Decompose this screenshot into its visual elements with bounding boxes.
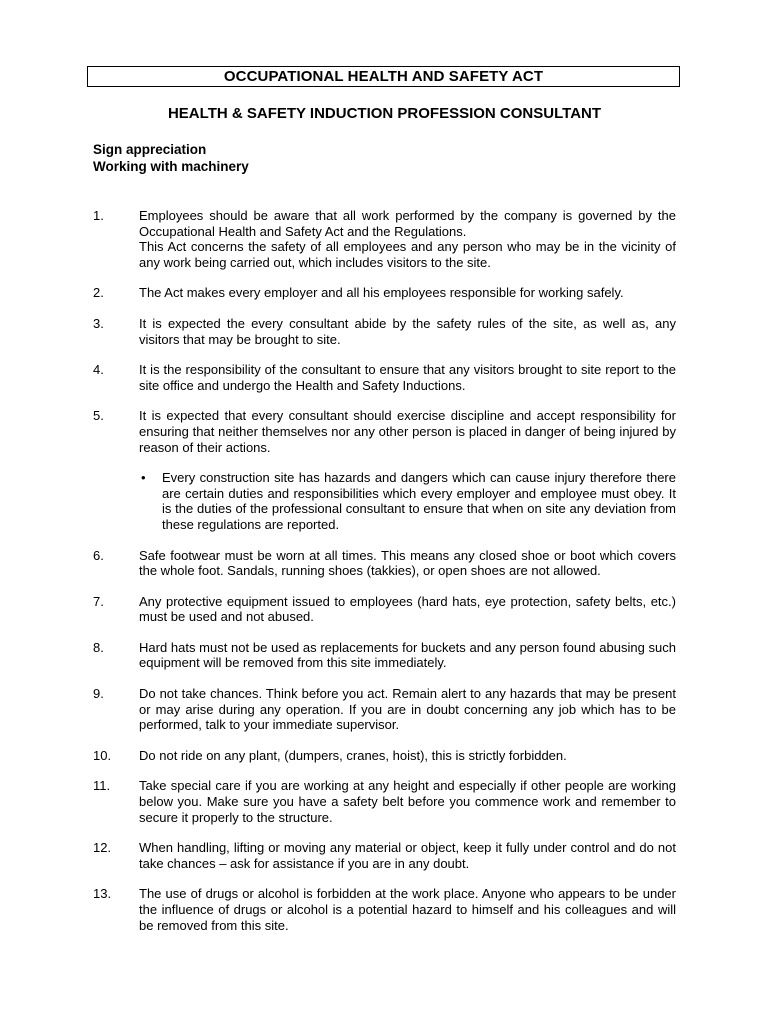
item-paragraph: This Act concerns the safety of all employees and any person who may be in the vicinity of any work being carried out, which includes visitors to the site. <box>139 239 676 270</box>
numbered-list <box>93 208 676 948</box>
item-paragraph: The use of drugs or alcohol is forbidden at the work place. Anyone who appears to be under the influence of drugs or alcohol is a potential hazard to himself and his colleagues and will be removed from this site. <box>139 886 676 933</box>
list-item-13 <box>93 886 676 933</box>
item-paragraph: It is the responsibility of the consultant to ensure that any visitors brought to site report to the site office and undergo the Health and Safety Inductions. <box>139 362 676 393</box>
list-item-7 <box>93 594 676 625</box>
item-body <box>139 640 676 671</box>
item-number: 9. <box>93 686 104 702</box>
item-paragraph: Do not ride on any plant, (dumpers, cranes, hoist), this is strictly forbidden. <box>139 747 567 763</box>
document-title: OCCUPATIONAL HEALTH AND SAFETY ACT <box>87 66 680 87</box>
item-paragraph: Employees should be aware that all work performed by the company is governed by the Occupational Health and Safety Act and the Regulations. <box>139 208 676 239</box>
item-number: 10. <box>93 747 112 763</box>
item-number: 3. <box>93 315 104 331</box>
item-body <box>139 778 676 825</box>
item-body <box>139 285 676 301</box>
item-body <box>139 594 676 625</box>
item-number: 5. <box>93 408 104 424</box>
item-body <box>139 316 676 347</box>
bullet-text: Every construction site has hazards and dangers which can cause injury therefore there are certain duties and responsibilities which every employer and employee must obey. It is the duties of the professional consultant to ensure that when on site any deviation from these regulations are reported. <box>162 470 676 532</box>
item-number: 12. <box>93 840 112 856</box>
item-number: 1. <box>93 208 104 223</box>
list-item-1 <box>93 208 676 270</box>
list-item-6 <box>93 548 676 579</box>
item-body <box>139 362 676 393</box>
list-item-10 <box>93 748 676 764</box>
bullet-point <box>141 470 676 532</box>
item-number: 4. <box>93 362 104 378</box>
document-subtitle: HEALTH & SAFETY INDUCTION PROFESSION CONSULTANT <box>167 105 602 122</box>
item-body <box>139 686 676 733</box>
list-item-4 <box>93 362 676 393</box>
item-number: 13. <box>93 886 112 902</box>
section-heading-sign-appreciation: Sign appreciation <box>93 142 207 157</box>
list-item-12 <box>93 840 676 871</box>
item-body <box>139 208 676 270</box>
item-paragraph: Hard hats must not be used as replacements for buckets and any person found abusing such equipment will be removed from this site immediately. <box>139 639 676 671</box>
list-item-9 <box>93 686 676 733</box>
item-paragraph: It is expected that every consultant should exercise discipline and accept responsibility for ensuring that neither themselves nor any other person is placed in danger of being injured by reason of their actions. <box>139 408 676 455</box>
bullet-icon: • <box>141 470 146 486</box>
item-number: 8. <box>93 639 104 655</box>
item-number: 7. <box>93 593 104 609</box>
item-body <box>139 408 676 532</box>
section-heading-working-with-machinery: Working with machinery <box>93 159 249 174</box>
item-body <box>139 748 676 764</box>
item-paragraph: When handling, lifting or moving any material or object, keep it fully under control and do not take chances – ask for assistance if you are in any doubt. <box>139 840 676 871</box>
item-paragraph: Safe footwear must be worn at all times. This means any closed shoe or boot which covers the whole foot. Sandals, running shoes (takkies), or open shoes are not allowed. <box>139 547 676 579</box>
item-number: 11. <box>93 778 111 794</box>
item-body <box>139 840 676 871</box>
item-body <box>139 886 676 933</box>
item-paragraph: Any protective equipment issued to employees (hard hats, eye protection, safety belts, etc.) must be used and not abused. <box>139 593 676 625</box>
item-number: 2. <box>93 285 104 301</box>
list-item-5 <box>93 408 676 532</box>
item-paragraph: Do not take chances. Think before you act. Remain alert to any hazards that may be present or may arise during any operation. If you are in doubt concerning any job which has to be performed, talk to your immediate supervisor. <box>139 686 676 733</box>
list-item-11 <box>93 778 676 825</box>
list-item-2 <box>93 285 676 301</box>
item-paragraph: It is expected the every consultant abide by the safety rules of the site, as well as, any visitors that may be brought to site. <box>139 315 676 347</box>
item-number: 6. <box>93 547 104 563</box>
list-item-8 <box>93 640 676 671</box>
item-paragraph: Take special care if you are working at any height and especially if other people are working below you. Make sure you have a safety belt before you commence work and remember to secure it properly to the structure. <box>139 778 676 825</box>
item-paragraph: The Act makes every employer and all his employees responsible for working safely. <box>139 285 624 301</box>
item-body <box>139 548 676 579</box>
list-item-3 <box>93 316 676 347</box>
